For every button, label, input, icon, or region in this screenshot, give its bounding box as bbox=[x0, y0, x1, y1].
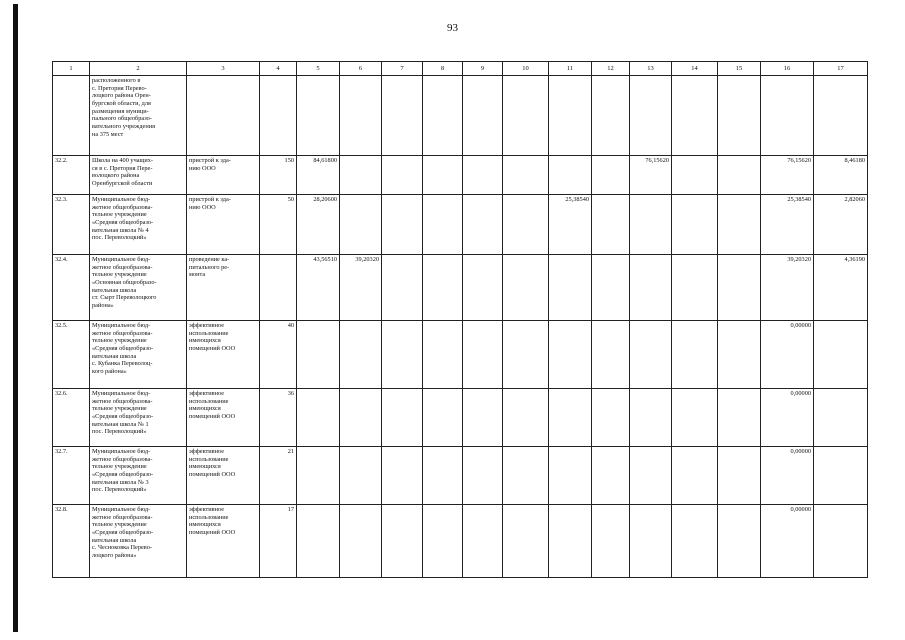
column-header: 7 bbox=[382, 62, 423, 76]
table-cell bbox=[423, 255, 463, 321]
table-cell bbox=[592, 255, 630, 321]
column-header: 3 bbox=[187, 62, 260, 76]
table-cell bbox=[260, 76, 297, 156]
table-cell bbox=[718, 76, 761, 156]
table-cell bbox=[260, 255, 297, 321]
column-header: 2 bbox=[90, 62, 187, 76]
column-header: 9 bbox=[463, 62, 503, 76]
table-cell: Муниципальное бюд- жетное общеобразова- тельное учреждение «Средняя общеобразо- вательная школа с. Чесноковка Перево- лоцкого района» bbox=[90, 505, 187, 578]
table-cell: Муниципальное бюд- жетное общеобразова- тельное учреждение «Средняя общеобразо- вательная школа № 4 пос. Переволоцкий» bbox=[90, 195, 187, 255]
table-cell: проведение ка- питального ре- монта bbox=[187, 255, 260, 321]
data-table bbox=[52, 61, 868, 578]
table-cell: 32.3. bbox=[53, 195, 90, 255]
table-cell bbox=[630, 447, 672, 505]
table-cell: 0,00000 bbox=[761, 505, 814, 578]
table-row bbox=[53, 156, 868, 195]
table-cell bbox=[672, 389, 718, 447]
table-cell: 32.6. bbox=[53, 389, 90, 447]
table-cell bbox=[592, 505, 630, 578]
table-row bbox=[53, 76, 868, 156]
table-cell bbox=[718, 195, 761, 255]
table-cell bbox=[503, 156, 549, 195]
table-cell bbox=[672, 76, 718, 156]
table-cell bbox=[549, 321, 592, 389]
table-cell bbox=[592, 447, 630, 505]
table-cell: Муниципальное бюд- жетное общеобразова- тельное учреждение «Средняя общеобразо- вательная школа № 1 пос. Переволоцкий» bbox=[90, 389, 187, 447]
page-number: 93 bbox=[447, 22, 458, 34]
table-row bbox=[53, 321, 868, 389]
table-cell bbox=[53, 76, 90, 156]
table-cell: Муниципальное бюд- жетное общеобразова- тельное учреждение «Основная общеобразо- вательная школа ст. Сырт Переволоцкого района» bbox=[90, 255, 187, 321]
table-cell bbox=[672, 195, 718, 255]
column-header: 1 bbox=[53, 62, 90, 76]
table-cell: 39,20320 bbox=[761, 255, 814, 321]
table-cell: 25,38540 bbox=[761, 195, 814, 255]
table-cell bbox=[672, 447, 718, 505]
table-cell bbox=[592, 195, 630, 255]
column-header: 10 bbox=[503, 62, 549, 76]
table-cell bbox=[503, 321, 549, 389]
table-cell: 21 bbox=[260, 447, 297, 505]
table-cell: 150 bbox=[260, 156, 297, 195]
column-header: 17 bbox=[814, 62, 868, 76]
table-cell bbox=[503, 505, 549, 578]
table-cell bbox=[718, 255, 761, 321]
table-cell: 17 bbox=[260, 505, 297, 578]
table-cell bbox=[463, 195, 503, 255]
table-row bbox=[53, 255, 868, 321]
table-cell: 28,20600 bbox=[297, 195, 340, 255]
table-cell bbox=[463, 505, 503, 578]
table-cell: пристрой к зда- нию ООО bbox=[187, 156, 260, 195]
table-cell bbox=[503, 447, 549, 505]
column-header: 12 bbox=[592, 62, 630, 76]
column-header: 4 bbox=[260, 62, 297, 76]
table-cell: 39,20320 bbox=[340, 255, 382, 321]
page-edge-bar bbox=[13, 4, 18, 632]
table-cell bbox=[814, 76, 868, 156]
table-cell bbox=[297, 505, 340, 578]
column-header: 16 bbox=[761, 62, 814, 76]
table-cell: пристрой к зда- нию ООО bbox=[187, 195, 260, 255]
table-cell bbox=[382, 76, 423, 156]
table-cell bbox=[549, 389, 592, 447]
table-cell bbox=[382, 195, 423, 255]
table-cell bbox=[718, 447, 761, 505]
table-cell: 76,15620 bbox=[761, 156, 814, 195]
table-cell: 32.2. bbox=[53, 156, 90, 195]
table-cell: расположенного в с. Претория Перево- лоцкого района Орен- бургской области, для размещения муници- пального общеобразо- вательного учреждения на 375 мест bbox=[90, 76, 187, 156]
table-cell: Школа на 400 учащих- ся в с. Претория Пере- волоцкого района Оренбургской области bbox=[90, 156, 187, 195]
table-cell bbox=[814, 447, 868, 505]
table-cell bbox=[761, 76, 814, 156]
table-cell bbox=[382, 255, 423, 321]
table-cell: 32.4. bbox=[53, 255, 90, 321]
table-cell bbox=[463, 389, 503, 447]
table-cell bbox=[549, 76, 592, 156]
table-cell bbox=[423, 389, 463, 447]
table-cell bbox=[718, 505, 761, 578]
table-cell bbox=[592, 321, 630, 389]
table-cell: эффективное использование имеющихся помещений ООО bbox=[187, 389, 260, 447]
table-cell bbox=[463, 447, 503, 505]
table-cell bbox=[592, 76, 630, 156]
header-row bbox=[53, 62, 868, 76]
table-cell bbox=[503, 195, 549, 255]
table-cell bbox=[187, 76, 260, 156]
table-cell bbox=[297, 389, 340, 447]
table-cell bbox=[718, 389, 761, 447]
table-row bbox=[53, 447, 868, 505]
table-row bbox=[53, 389, 868, 447]
table-cell bbox=[423, 195, 463, 255]
column-header: 14 bbox=[672, 62, 718, 76]
table-cell bbox=[549, 156, 592, 195]
table-cell: 32.8. bbox=[53, 505, 90, 578]
table-cell bbox=[423, 76, 463, 156]
table-cell bbox=[297, 321, 340, 389]
table-cell: 32.7. bbox=[53, 447, 90, 505]
table-cell bbox=[423, 447, 463, 505]
table-cell bbox=[503, 255, 549, 321]
table-row bbox=[53, 505, 868, 578]
table-cell: эффективное использование имеющихся помещений ООО bbox=[187, 505, 260, 578]
table-cell: 25,38540 bbox=[549, 195, 592, 255]
table-cell bbox=[630, 76, 672, 156]
table-cell bbox=[382, 505, 423, 578]
table-cell bbox=[549, 255, 592, 321]
table-cell bbox=[340, 321, 382, 389]
table-cell: 76,15620 bbox=[630, 156, 672, 195]
table-cell bbox=[503, 389, 549, 447]
table-cell bbox=[630, 321, 672, 389]
table-cell bbox=[423, 321, 463, 389]
table-cell bbox=[592, 156, 630, 195]
column-header: 5 bbox=[297, 62, 340, 76]
table-cell bbox=[630, 195, 672, 255]
table-cell bbox=[814, 505, 868, 578]
table-cell bbox=[340, 389, 382, 447]
table-cell: 0,00000 bbox=[761, 389, 814, 447]
table-cell: 8,46180 bbox=[814, 156, 868, 195]
table-cell bbox=[340, 505, 382, 578]
table-cell bbox=[592, 389, 630, 447]
table-cell bbox=[382, 321, 423, 389]
table-cell bbox=[463, 76, 503, 156]
table-cell bbox=[630, 389, 672, 447]
table-cell bbox=[630, 255, 672, 321]
table-cell bbox=[382, 389, 423, 447]
table-cell: 0,00000 bbox=[761, 321, 814, 389]
table-cell: 50 bbox=[260, 195, 297, 255]
table-cell bbox=[463, 156, 503, 195]
table-cell bbox=[340, 76, 382, 156]
table-cell bbox=[718, 321, 761, 389]
table-cell: 2,82060 bbox=[814, 195, 868, 255]
column-header: 11 bbox=[549, 62, 592, 76]
table-cell: 40 bbox=[260, 321, 297, 389]
table-cell bbox=[340, 156, 382, 195]
column-header: 13 bbox=[630, 62, 672, 76]
table-cell: 0,00000 bbox=[761, 447, 814, 505]
table-cell bbox=[297, 447, 340, 505]
table-cell bbox=[423, 156, 463, 195]
table-cell: 84,61800 bbox=[297, 156, 340, 195]
column-header: 8 bbox=[423, 62, 463, 76]
table-cell bbox=[672, 156, 718, 195]
table-row bbox=[53, 195, 868, 255]
table-cell bbox=[672, 321, 718, 389]
table-cell bbox=[340, 447, 382, 505]
table-cell bbox=[630, 505, 672, 578]
table-cell bbox=[503, 76, 549, 156]
table-cell bbox=[672, 505, 718, 578]
table-cell bbox=[463, 255, 503, 321]
table-cell bbox=[297, 76, 340, 156]
table-cell: Муниципальное бюд- жетное общеобразова- тельное учреждение «Средняя общеобразо- вательная школа № 3 пос. Переволоцкий» bbox=[90, 447, 187, 505]
table-cell bbox=[463, 321, 503, 389]
column-header: 6 bbox=[340, 62, 382, 76]
table-cell: 32.5. bbox=[53, 321, 90, 389]
table-cell bbox=[382, 156, 423, 195]
table-cell bbox=[672, 255, 718, 321]
table-cell bbox=[382, 447, 423, 505]
table-cell bbox=[718, 156, 761, 195]
table-cell: 4,36190 bbox=[814, 255, 868, 321]
table-cell: 36 bbox=[260, 389, 297, 447]
table-cell bbox=[814, 389, 868, 447]
table-cell: эффективное использование имеющихся помещений ООО bbox=[187, 447, 260, 505]
table-cell bbox=[549, 447, 592, 505]
table-cell bbox=[814, 321, 868, 389]
table-cell: эффективное использование имеющихся помещений ООО bbox=[187, 321, 260, 389]
table-cell bbox=[340, 195, 382, 255]
table-cell bbox=[423, 505, 463, 578]
table-cell: 43,56510 bbox=[297, 255, 340, 321]
table-cell: Муниципальное бюд- жетное общеобразова- тельное учреждение «Средняя общеобразо- вательная школа с. Кубанка Переволоц- кого района» bbox=[90, 321, 187, 389]
table-cell bbox=[549, 505, 592, 578]
column-header: 15 bbox=[718, 62, 761, 76]
